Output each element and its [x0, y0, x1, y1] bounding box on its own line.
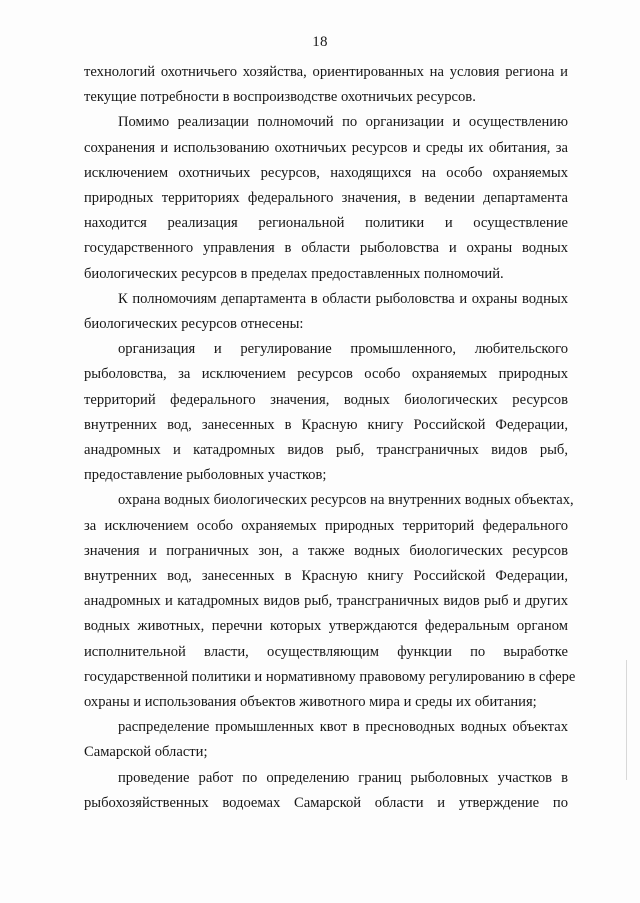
paragraph [84, 337, 568, 488]
text-line: значения и пограничных зон, а также водных биологических ресурсов [84, 542, 568, 559]
text-line: анадромных и катадромных видов рыб, трансграничных видов рыб и других [84, 593, 568, 610]
paragraph [84, 60, 568, 110]
text-line: биологических ресурсов в пределах предоставленных полномочий. [84, 265, 504, 282]
text-line: распределение промышленных квот в пресноводных водных объектах [118, 719, 568, 736]
text-line: территорий федерального значения, водных биологических ресурсов [84, 391, 568, 408]
text-line: исполнительной власти, осуществляющим функции по выработке [84, 643, 568, 660]
text-line: рыболовства, за исключением ресурсов особо охраняемых природных [84, 366, 568, 383]
paragraph [84, 287, 568, 337]
text-line: анадромных и катадромных видов рыб, трансграничных видов рыб, [84, 442, 568, 459]
text-line: технологий охотничьего хозяйства, ориентированных на условия региона и [84, 64, 568, 80]
paragraph [84, 715, 568, 765]
paragraph [84, 488, 576, 715]
text-line: организация и регулирование промышленного, любительского [118, 341, 568, 358]
text-line: К полномочиям департамента в области рыболовства и охраны водных [118, 290, 568, 307]
text-line: государственной политики и нормативному правовому регулированию в сфере [84, 668, 576, 685]
text-line: внутренних вод, занесенных в Красную книгу Российской Федерации, [84, 568, 568, 585]
text-line: государственного управления в области рыболовства и охраны водных [84, 240, 568, 257]
document-body [84, 60, 576, 816]
text-line: текущие потребности в воспроизводстве охотничьих ресурсов. [84, 89, 476, 106]
text-line: сохранения и использованию охотничьих ресурсов и среды их обитания, за [84, 139, 568, 156]
text-line: за исключением особо охраняемых природных территорий федерального [84, 517, 568, 534]
text-line: водных животных, перечни которых утверждаются федеральным органом [84, 618, 568, 635]
text-line: охраны и использования объектов животного мира и среды их обитания; [84, 694, 537, 711]
text-line: находится реализация региональной политики и осуществление [84, 215, 568, 232]
page-number: 18 [312, 34, 328, 50]
text-line: природных территориях федерального значения, в ведении департамента [84, 190, 568, 207]
text-line: предоставление рыболовных участков; [84, 467, 327, 484]
text-line: биологических ресурсов отнесены: [84, 316, 304, 333]
scan-edge-mark [626, 660, 627, 780]
paragraph [84, 766, 568, 816]
text-line: проведение работ по определению границ рыболовных участков в [118, 769, 568, 786]
text-line: охрана водных биологических ресурсов на внутренних водных объектах, [118, 492, 574, 509]
text-line: исключением охотничьих ресурсов, находящихся на особо охраняемых [84, 164, 568, 181]
paragraph [84, 110, 568, 286]
text-line: внутренних вод, занесенных в Красную книгу Российской Федерации, [84, 416, 568, 433]
text-line: рыбохозяйственных водоемах Самарской области и утверждение по [84, 794, 568, 811]
text-line: Помимо реализации полномочий по организации и осуществлению [118, 114, 568, 131]
text-line: Самарской области; [84, 744, 208, 761]
